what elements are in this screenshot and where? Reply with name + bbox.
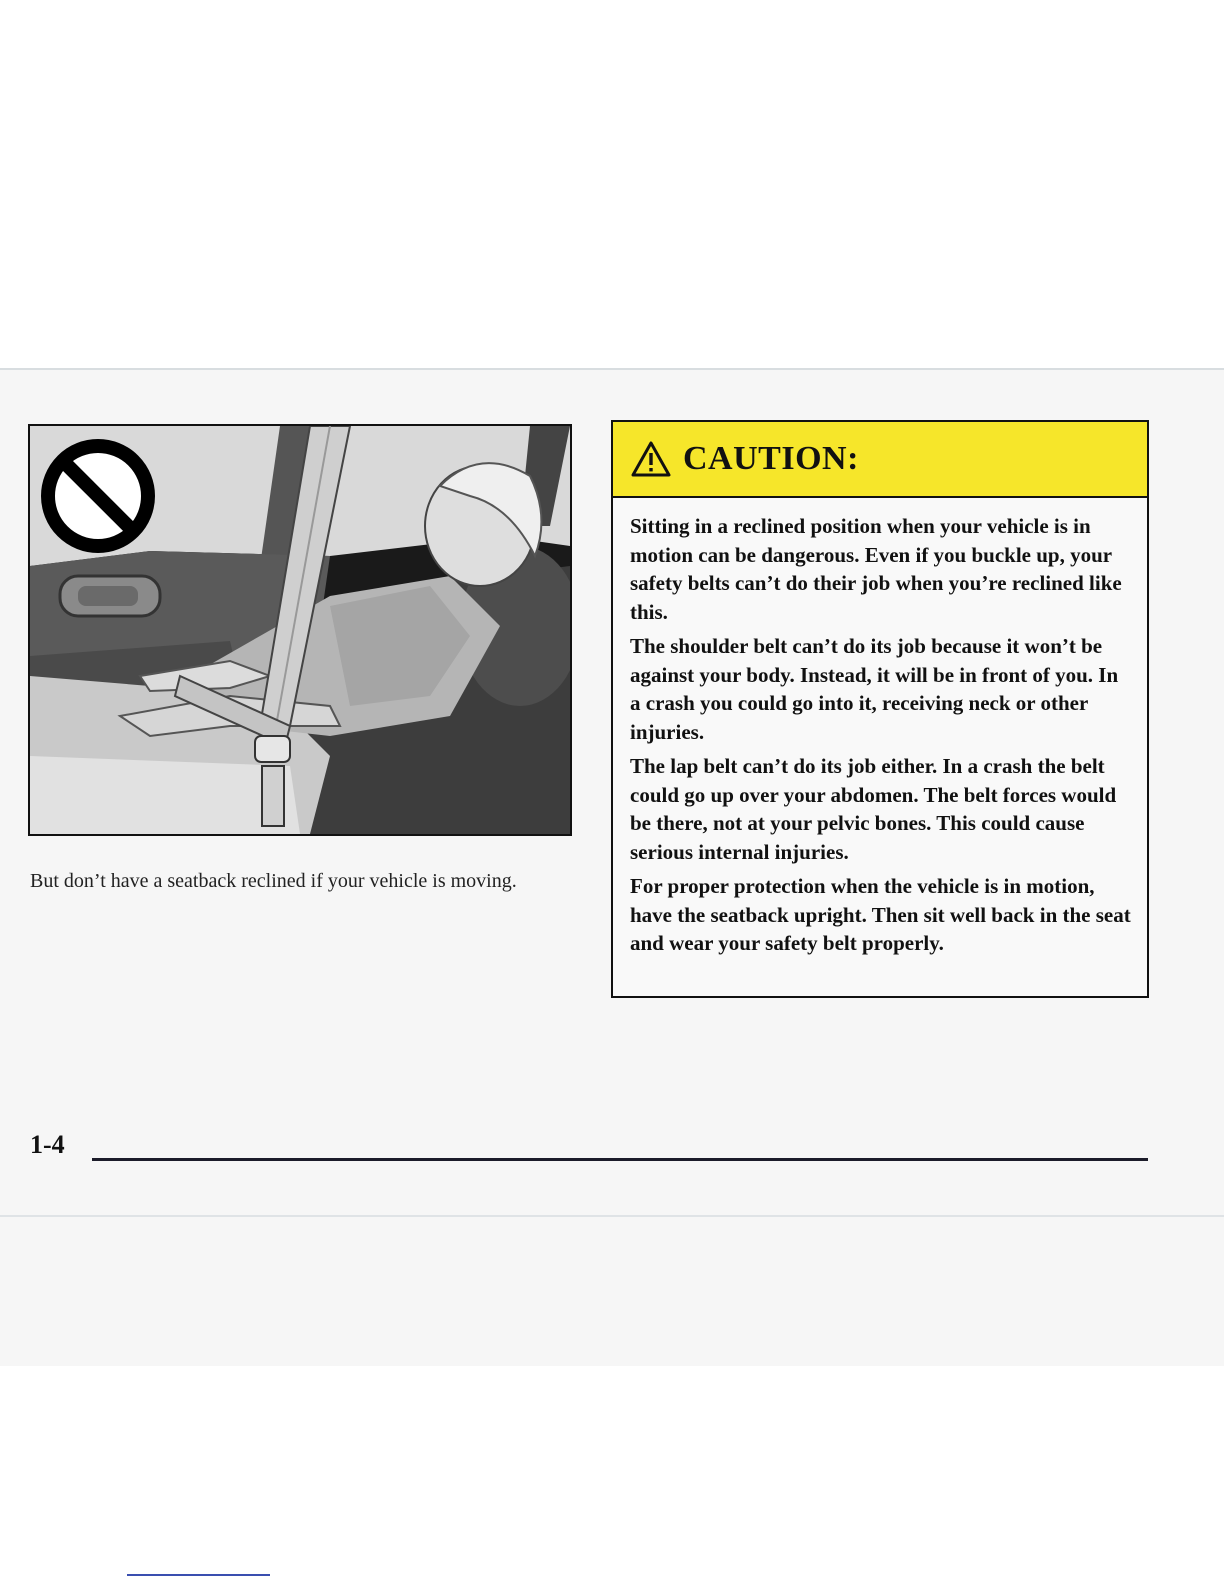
caution-paragraph: Sitting in a reclined position when your vehicle is in motion can be dangerous. Even if you buckle up, your safety belts can’t do their job when you’re reclined like this. [630, 514, 1122, 624]
footer-rule [92, 1158, 1148, 1161]
band-edge-top [0, 368, 1224, 370]
caution-paragraph: For proper protection when the vehicle is in motion, have the seatback upright. Then sit well back in the seat and wear your safety belt properly. [630, 874, 1131, 955]
caution-paragraph: The lap belt can’t do its job either. In a crash the belt could go up over your abdomen. The belt forces would be there, not at your pelvic bones. This could cause serious internal injuries. [630, 754, 1117, 864]
caution-body [613, 498, 1147, 958]
bottom-edge-rule [127, 1574, 270, 1576]
prohibition-icon [48, 446, 148, 546]
illustration-drawing [30, 426, 570, 834]
band-edge-bottom [0, 1215, 1224, 1217]
caution-header [613, 422, 1147, 498]
caution-paragraph: The shoulder belt can’t do its job because it won’t be against your body. Instead, it will be in front of you. In a crash you could go into it, receiving neck or other injuries. [630, 634, 1119, 744]
illustration-caption: But don’t have a seatback reclined if your vehicle is moving. [30, 870, 517, 892]
page-number: 1-4 [30, 1130, 65, 1159]
warning-triangle-icon [631, 441, 671, 477]
caution-box [611, 420, 1149, 998]
reclined-passenger-illustration [28, 424, 572, 836]
caution-title: CAUTION: [683, 440, 859, 477]
